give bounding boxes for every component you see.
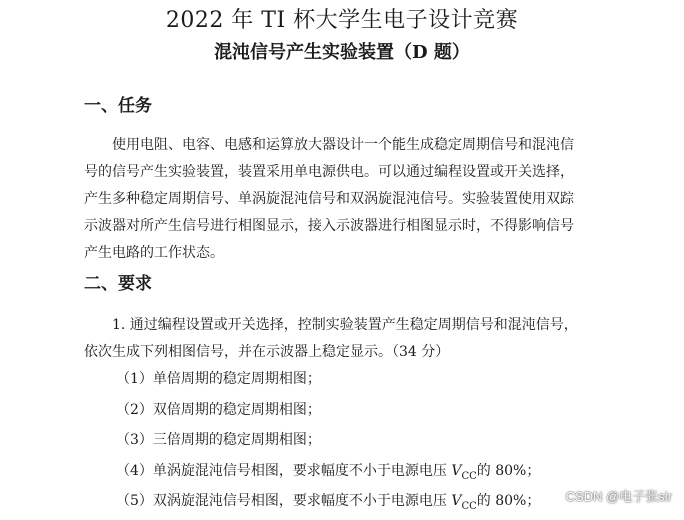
paragraph-line: 产生电路的工作状态。 <box>84 245 224 261</box>
list-item-text-end: 的 80%； <box>476 462 541 479</box>
paragraph-line: 示波器对所产生信号进行相图显示，接入示波器进行相图显示时，不得影响信号 <box>84 218 574 234</box>
list-item <box>116 428 540 459</box>
list-item <box>116 398 540 429</box>
list-item-text: （1）单倍周期的稳定周期相图； <box>116 371 321 387</box>
paragraph-line: 1. 通过编程设置或开关选择，控制实验装置产生稳定周期信号和混沌信号， <box>112 317 578 333</box>
list-item <box>116 459 540 490</box>
list-item <box>116 367 540 398</box>
paragraph-line: 号的信号产生实验装置，装置采用单电源供电。可以通过编程设置或开关选择， <box>84 164 574 180</box>
document-subtitle: 混沌信号产生实验装置（D 题） <box>214 42 470 63</box>
document-title: 2022 年 TI 杯大学生电子设计竞赛 <box>165 8 519 33</box>
vcc-subscript: CC <box>461 500 477 512</box>
list-item <box>116 489 540 520</box>
task-paragraph <box>84 132 644 267</box>
section-heading-task: 一、任务 <box>84 96 152 116</box>
paragraph-line: 依次生成下列相图信号，并在示波器上稳定显示。（34 分） <box>84 344 450 360</box>
watermark: CSDN @电子张sir <box>565 489 672 504</box>
list-item-text: （3）三倍周期的稳定周期相图； <box>116 432 321 448</box>
vcc-subscript: CC <box>461 470 477 482</box>
list-item-text: （4）单涡旋混沌信号相图，要求幅度不小于电源电压 <box>116 462 452 479</box>
vcc-symbol: V <box>451 493 462 509</box>
paragraph-line: 产生多种稳定周期信号、单涡旋混沌信号和双涡旋混沌信号。实验装置使用双踪 <box>84 191 574 207</box>
section-heading-requirements: 二、要求 <box>84 274 152 294</box>
requirement-intro <box>84 312 644 366</box>
list-item-text: （5）双涡旋混沌信号相图，要求幅度不小于电源电压 <box>116 493 452 509</box>
requirement-list <box>116 367 540 520</box>
list-item-text-end: 的 80%； <box>476 493 541 509</box>
paragraph-line: 使用电阻、电容、电感和运算放大器设计一个能生成稳定周期信号和混沌信 <box>112 137 574 153</box>
vcc-symbol: V <box>451 462 462 479</box>
list-item-text: （2）双倍周期的稳定周期相图； <box>116 401 321 418</box>
